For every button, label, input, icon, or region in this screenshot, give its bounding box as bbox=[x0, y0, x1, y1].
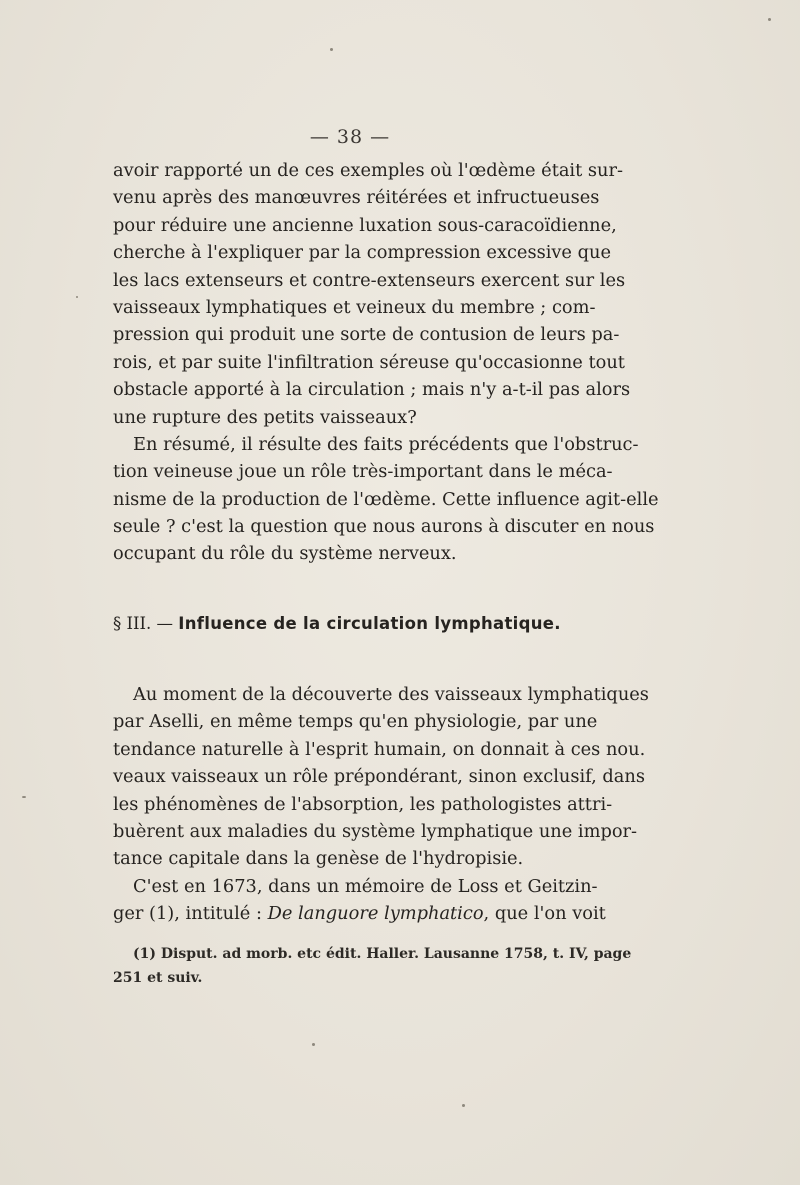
text-line: occupant du rôle du système nerveux. bbox=[113, 543, 457, 565]
text-line: nisme de la production de l'œdème. Cette influence agit-elle bbox=[113, 488, 659, 510]
paper-speck bbox=[312, 1043, 315, 1046]
text-line: avoir rapporté un de ces exemples où l'œdème était sur- bbox=[113, 160, 624, 181]
text-line: rois, et par suite l'infiltration séreuse qu'occasionne tout bbox=[113, 351, 625, 373]
text-line: C'est en 1673, dans un mémoire de Loss et Geitzin- bbox=[133, 875, 598, 897]
page-number: — 38 — bbox=[309, 126, 391, 148]
paper-speck bbox=[330, 48, 333, 51]
footnote bbox=[113, 942, 632, 990]
text-line: pression qui produit une sorte de contusion de leurs pa- bbox=[113, 324, 620, 346]
paper-speck bbox=[22, 796, 26, 798]
text-line: buèrent aux maladies du système lymphatique une impor- bbox=[113, 820, 638, 842]
text-line: les lacs extenseurs et contre-extenseurs exercent sur les bbox=[113, 269, 626, 291]
text-line: tance capitale dans la genèse de l'hydropisie. bbox=[113, 848, 524, 870]
text-line: veaux vaisseaux un rôle prépondérant, sinon exclusif, dans bbox=[113, 766, 645, 788]
body-text-top bbox=[113, 157, 659, 568]
paper-speck bbox=[768, 18, 771, 21]
paper-speck bbox=[462, 1104, 465, 1107]
text-line: tendance naturelle à l'esprit humain, on donnait à ces nou. bbox=[113, 738, 646, 760]
text-line: cherche à l'expliquer par la compression excessive que bbox=[113, 242, 611, 264]
text-line: les phénomènes de l'absorption, les pathologistes attri- bbox=[113, 793, 613, 815]
text-line: vaisseaux lymphatiques et veineux du membre ; com- bbox=[113, 296, 596, 318]
footnote-line: 251 et suiv. bbox=[113, 970, 203, 986]
paper-speck bbox=[76, 296, 78, 298]
section-heading bbox=[113, 612, 590, 636]
text-line: venu après des manœuvres réitérées et infructueuses bbox=[113, 187, 600, 209]
text-line: tion veineuse joue un rôle très-important dans le méca- bbox=[113, 461, 613, 483]
italic-title: De languore lymphatico bbox=[267, 903, 484, 925]
footnote-line: (1) Disput. ad morb. etc édit. Haller. Lausanne 1758, t. IV, page bbox=[133, 946, 632, 962]
text-line: par Aselli, en même temps qu'en physiologie, par une bbox=[113, 711, 598, 733]
text-fragment: , que l'on voit bbox=[483, 903, 606, 925]
text-line: obstacle apporté à la circulation ; mais n'y a-t-il pas alors bbox=[113, 379, 631, 401]
text-line-mixed bbox=[113, 900, 606, 927]
text-line: En résumé, il résulte des faits précédents que l'obstruc- bbox=[133, 433, 639, 455]
section-title: Influence de la circulation lymphatique. bbox=[178, 614, 561, 633]
text-line: Au moment de la découverte des vaisseaux lymphatiques bbox=[133, 684, 649, 705]
text-fragment: ger (1), intitulé : bbox=[113, 903, 268, 925]
text-line: pour réduire une ancienne luxation sous-caracoïdienne, bbox=[113, 214, 617, 236]
body-text-bottom bbox=[113, 681, 649, 928]
section-number: § III. bbox=[113, 614, 152, 633]
section-dash: — bbox=[151, 614, 179, 633]
text-line: une rupture des petits vaisseaux? bbox=[113, 406, 417, 428]
text-line: seule ? c'est la question que nous aurons à discuter en nous bbox=[113, 516, 655, 538]
